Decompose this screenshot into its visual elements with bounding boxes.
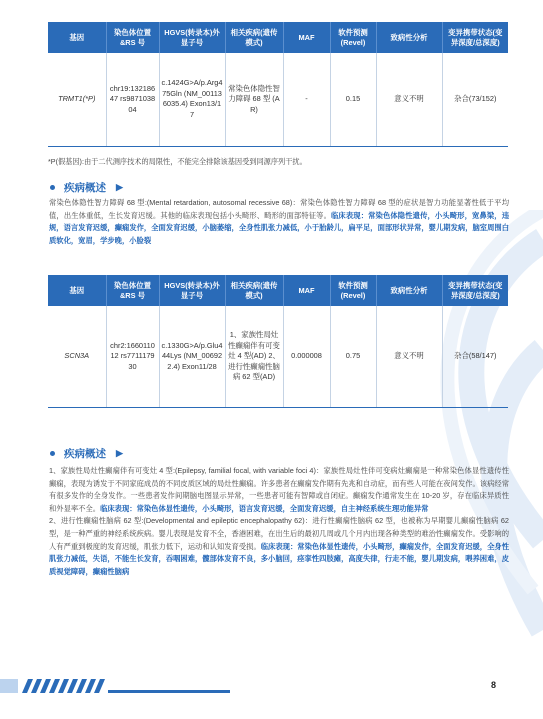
overview-text: 常染色体隐性智力障碍 68 型:(Mental retardation, autosomal recessive 68)：常染色体隐性智力障碍 68 型的症状是智力功能显著性低于平均值，出生体重低，生长发育迟缓。其他的临床表现包括小头畸形、畸形的面部特征等。 bbox=[49, 198, 509, 220]
clinical-features: 常染色体隐性遗传，小头畸形，宽鼻梁，违规，语言发育迟缓，癫痫发作，全面发育迟缓，小脑萎缩，全身性肌张力减低，小于胎龄儿，扁平足，面部形状异常，婴儿期发病，脑室周围白质软化，宽眉，学步晚，小脸裂 bbox=[49, 210, 510, 245]
revel-score: 0.75 bbox=[330, 306, 376, 407]
section-title-text: 疾病概述 bbox=[64, 182, 106, 194]
section-title-2 bbox=[50, 446, 123, 461]
chrom-position: chr19:13218647 rs987103804 bbox=[106, 53, 159, 146]
header-position: 染色体位置&RS 号 bbox=[106, 275, 159, 306]
clinical-label: 临床表现： bbox=[100, 503, 137, 513]
header-gene: 基因 bbox=[48, 275, 106, 306]
header-revel: 软件预测(Revel) bbox=[330, 22, 376, 53]
header-revel: 软件预测(Revel) bbox=[330, 275, 376, 306]
clinical-label: 临床表现： bbox=[260, 541, 298, 551]
revel-score: 0.15 bbox=[330, 53, 376, 146]
maf: 0.000008 bbox=[283, 306, 330, 407]
bullet-icon bbox=[50, 185, 55, 190]
gene-name: SCN3A bbox=[48, 306, 106, 407]
disease: 1、家族性局灶性癫痫伴有可变灶 4 型(AD) 2、进行性癫痫性脑病 62 型(AD) bbox=[225, 306, 283, 407]
pseudogene-footnote: *P(假基因):由于二代测序技术的局限性，不能完全排除该基因受到同源序列干扰。 bbox=[48, 157, 307, 166]
header-status: 变异携带状态(变异深度/总深度) bbox=[442, 22, 508, 53]
header-pathogenicity: 致病性分析 bbox=[376, 22, 442, 53]
maf: - bbox=[283, 53, 330, 146]
gene-table-1 bbox=[48, 22, 508, 147]
section-title-1 bbox=[50, 180, 123, 195]
arrow-right-icon: ▶ bbox=[116, 182, 123, 192]
footer-stripes bbox=[0, 679, 230, 693]
page-number: 8 bbox=[490, 680, 496, 690]
header-maf: MAF bbox=[283, 275, 330, 306]
table-row bbox=[48, 306, 508, 407]
overview-text: 2、进行性癫痫性脑病 62 型:(Developmental and epileptic encephalopathy 62)：进行性癫痫性脑病 62 型，也被称为早期婴儿癫痫性脑病 62 型，是一种严重的神经系统疾病。婴儿表现是发育不全，香港困难，在出生后的最初几周或几个月内出现各种类型的难治性癫痫发作。受影响的人有严重到极度的发育迟缓，肌张力低下，运动和认知发育受损。 bbox=[49, 516, 509, 551]
header-position: 染色体位置&RS 号 bbox=[106, 22, 159, 53]
header-pathogenicity: 致病性分析 bbox=[376, 275, 442, 306]
carrier-status: 杂合(58/147) bbox=[442, 306, 508, 407]
arrow-right-icon: ▶ bbox=[116, 448, 123, 458]
header-hgvs: HGVS(转录本)外显子号 bbox=[159, 22, 225, 53]
bullet-icon bbox=[50, 451, 55, 456]
disease-overview-1 bbox=[49, 197, 509, 247]
table-row bbox=[48, 53, 508, 146]
gene-table-2 bbox=[48, 275, 508, 408]
pathogenicity: 意义不明 bbox=[376, 53, 442, 146]
disease-overview-2 bbox=[49, 465, 509, 578]
hgvs: c.1330G>A/p.Glu444Lys (NM_006922.4) Exon11/28 bbox=[159, 306, 225, 407]
overview-paragraph-1 bbox=[49, 465, 509, 515]
header-hgvs: HGVS(转录本)外显子号 bbox=[159, 275, 225, 306]
overview-text: 1、家族性局灶性癫痫伴有可变灶 4 型:(Epilepsy, familial focal, with variable foci 4)：家族性局灶性伴可变病灶癫痫是一种常染色体显性遗传性癫痫，表现为诱发于不同家庭成员的不同皮质区域的局灶性癫痫。许多患者在癫痫发作期有先兆和自动症，而有些人可能在夜间发作。该病经常有很多发作的全身发作。一些患者发作间期脑电图显示异常，一些患者可能有智障或自闭症。癫痫发作通常发生在 10-20 岁，存在临床异质性和外显率不全。 bbox=[49, 466, 509, 513]
header-disease: 相关疾病(遗传模式) bbox=[225, 275, 283, 306]
header-disease: 相关疾病(遗传模式) bbox=[225, 22, 283, 53]
carrier-status: 杂合(73/152) bbox=[442, 53, 508, 146]
hgvs: c.1424G>A/p.Arg475Gln (NM_001136035.4) Exon13/17 bbox=[159, 53, 225, 146]
pathogenicity: 意义不明 bbox=[376, 306, 442, 407]
chrom-position: chr2:166011012 rs771117930 bbox=[106, 306, 159, 407]
gene-name: TRMT1(*P) bbox=[48, 53, 106, 146]
header-gene: 基因 bbox=[48, 22, 106, 53]
clinical-features: 常染色体显性遗传，小头畸形，癫痫发作，全面发育迟缓，全身性肌张力减低，失语，不能生长发育，吞咽困难，髋部体发育不良，多小脑回，痉挛性四肢瘫，高度失律，行走不能，婴儿期发病，喂养困难，皮质视觉障碍，癫痫性脑病 bbox=[49, 541, 510, 576]
section-title-text: 疾病概述 bbox=[64, 448, 106, 460]
clinical-features: 常染色体显性遗传，小头畸形，语言发育迟缓，全面发育迟缓，自主神经系统生理功能异常 bbox=[136, 503, 429, 513]
disease: 常染色体隐性智力障碍 68 型 (AR) bbox=[225, 53, 283, 146]
header-maf: MAF bbox=[283, 22, 330, 53]
clinical-label: 临床表现： bbox=[331, 210, 369, 220]
overview-paragraph-2 bbox=[49, 515, 509, 578]
header-status: 变异携带状态(变异深度/总深度) bbox=[442, 275, 508, 306]
